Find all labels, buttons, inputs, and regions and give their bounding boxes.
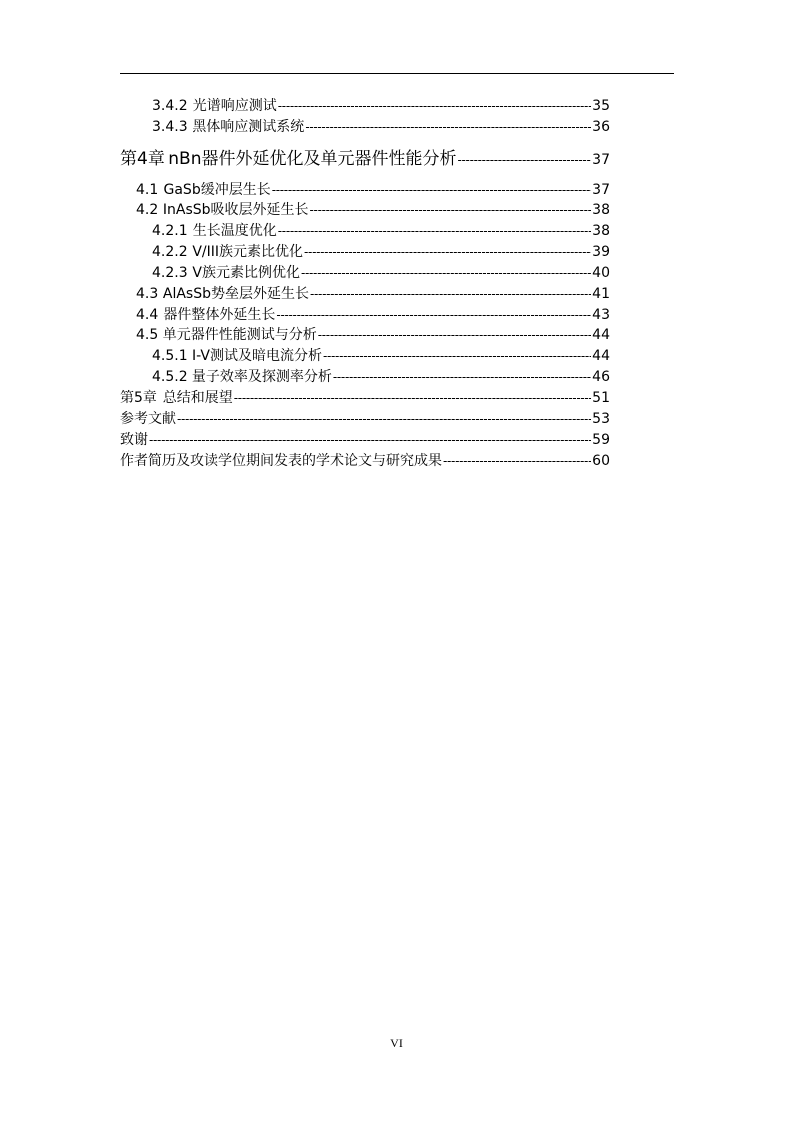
toc-entry-title: 总结和展望 — [162, 390, 233, 406]
toc-entry-page: 40 — [592, 265, 610, 281]
toc-entry-page: 41 — [592, 286, 610, 302]
toc-entry-number: 4.2.3 — [152, 265, 188, 281]
toc-entry-title: InAsSb吸收层外延生长 — [162, 202, 309, 218]
toc-entry-title: 黑体响应测试系统 — [192, 119, 305, 135]
toc-dot-leader — [323, 346, 591, 366]
toc-entry-chapter-4[interactable] — [120, 148, 610, 171]
toc-dot-leader — [278, 96, 591, 116]
toc-entry-4-2-3[interactable] — [152, 263, 610, 283]
toc-entry-page: 44 — [592, 348, 610, 364]
toc-dot-leader — [177, 409, 591, 429]
toc-entry-4-3[interactable] — [136, 284, 610, 304]
toc-entry-page: 43 — [592, 307, 610, 323]
toc-dot-leader — [304, 242, 591, 262]
toc-entry-title: GaSb缓冲层生长 — [163, 182, 271, 198]
toc-entry-number: 4.4 — [136, 307, 159, 323]
toc-entry-title: 器件整体外延生长 — [163, 307, 276, 323]
toc-entry-number: 4.2.2 — [152, 244, 188, 260]
toc-entry-title: V/III族元素比优化 — [192, 244, 304, 260]
toc-entry-4-2-2[interactable] — [152, 242, 610, 262]
toc-entry-number: 4.5 — [136, 327, 159, 343]
toc-entry-number: 4.3 — [136, 286, 159, 302]
header-rule — [120, 73, 674, 74]
toc-entry-page: 37 — [592, 182, 610, 198]
toc-entry-page: 46 — [592, 369, 610, 385]
toc-entry-title: 光谱响应测试 — [192, 98, 277, 114]
toc-dot-leader — [310, 284, 591, 304]
toc-entry-references[interactable] — [120, 409, 610, 429]
toc-entry-number: 4.5.2 — [152, 369, 188, 385]
toc-dot-leader — [318, 325, 591, 345]
toc-dot-leader — [276, 305, 591, 325]
toc-entry-page: 36 — [592, 119, 610, 135]
toc-entry-title: I-V测试及暗电流分析 — [192, 348, 322, 364]
toc-dot-leader — [149, 430, 591, 450]
toc-entry-4-2[interactable] — [136, 200, 610, 220]
toc-entry-page: 59 — [592, 432, 610, 448]
toc-dot-leader — [234, 388, 591, 408]
toc-entry-page: 38 — [592, 223, 610, 239]
toc-entry-title: V族元素比例优化 — [192, 265, 300, 281]
toc-entry-author-resume[interactable] — [120, 451, 610, 471]
toc-entry-page: 39 — [592, 244, 610, 260]
toc-entry-number: 第5章 — [120, 390, 157, 406]
toc-entry-number: 4.1 — [136, 182, 159, 198]
toc-dot-leader — [310, 200, 592, 220]
toc-entry-title: AlAsSb势垒层外延生长 — [162, 286, 309, 302]
toc-entry-page: 60 — [592, 453, 610, 469]
toc-entry-title: 致谢 — [120, 432, 148, 448]
toc-entry-title: 量子效率及探测率分析 — [191, 369, 332, 385]
toc-entry-acknowledgements[interactable] — [120, 430, 610, 450]
toc-entry-title: nBn器件外延优化及单元器件性能分析 — [168, 149, 457, 169]
toc-entry-title: 作者简历及攻读学位期间发表的学术论文与研究成果 — [120, 453, 442, 469]
toc-entry-4-1[interactable] — [136, 180, 610, 200]
toc-entry-page: 44 — [592, 327, 610, 343]
toc-entry-3-4-3[interactable] — [152, 117, 610, 137]
toc-dot-leader — [443, 451, 591, 471]
toc-entry-4-5-1[interactable] — [152, 346, 610, 366]
toc-entry-page: 37 — [592, 152, 610, 168]
toc-entry-number: 4.2 — [136, 202, 159, 218]
toc-entry-page: 35 — [592, 98, 610, 114]
toc-dot-leader — [278, 221, 591, 241]
toc-entry-number: 4.5.1 — [152, 348, 188, 364]
toc-entry-number: 3.4.3 — [152, 119, 188, 135]
toc-entry-page: 38 — [592, 202, 610, 218]
toc-entry-3-4-2[interactable] — [152, 96, 610, 116]
toc-dot-leader — [457, 149, 591, 171]
toc-entry-4-5-2[interactable] — [152, 367, 610, 387]
toc-dot-leader — [301, 263, 591, 283]
toc-entry-number: 4.2.1 — [152, 223, 188, 239]
toc-entry-title: 参考文献 — [120, 411, 176, 427]
footer-page-number: VI — [390, 1036, 403, 1050]
toc-entry-4-5[interactable] — [136, 325, 610, 345]
toc-entry-page: 53 — [592, 411, 610, 427]
toc-entry-page: 51 — [592, 390, 610, 406]
toc-dot-leader — [305, 117, 591, 137]
toc-entry-title: 单元器件性能测试与分析 — [162, 327, 317, 343]
toc-entry-chapter-5[interactable] — [120, 388, 610, 408]
toc-entry-4-2-1[interactable] — [152, 221, 610, 241]
toc-entry-4-4[interactable] — [136, 305, 610, 325]
toc-entry-number: 3.4.2 — [152, 98, 188, 114]
toc-entry-title: 生长温度优化 — [192, 223, 277, 239]
toc-dot-leader — [272, 180, 591, 200]
toc-entry-number: 第4章 — [120, 149, 165, 169]
toc-dot-leader — [333, 367, 591, 387]
